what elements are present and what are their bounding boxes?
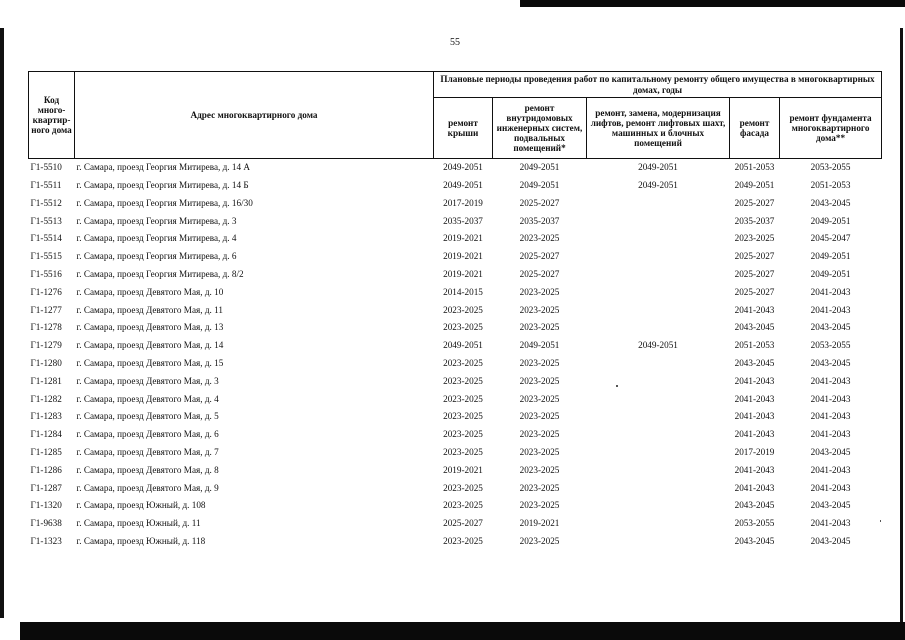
cell-systems: 2023-2025	[519, 411, 560, 422]
cell-address: г. Самара, проезд Южный, д. 118	[76, 536, 206, 547]
cell-systems: 2023-2025	[519, 322, 560, 333]
cell-code: Г1-1282	[30, 393, 62, 404]
cell-roof: 2023-2025	[443, 304, 483, 315]
cell-roof: 2023-2025	[443, 322, 483, 333]
cell-roof: 2023-2025	[443, 429, 483, 440]
cell-roof: 2023-2025	[443, 375, 483, 386]
cell-systems: 2023-2025	[519, 358, 560, 369]
cell-code: Г1-1277	[30, 304, 62, 315]
cell-facade: 2041-2043	[734, 464, 775, 475]
cell-foundation: 2043-2045	[810, 536, 851, 547]
cell-code: Г1-5511	[30, 180, 62, 191]
cell-foundation: 2049-2051	[810, 215, 851, 226]
table-header	[29, 72, 882, 159]
cell-systems: 2025-2027	[519, 251, 560, 262]
header-systems: ремонт внутридомовых инженерных систем, подвальных помещений*	[493, 98, 587, 159]
scan-edge-bottom	[20, 622, 905, 640]
cell-foundation: 2043-2045	[810, 500, 851, 511]
cell-roof: 2023-2025	[443, 358, 483, 369]
scan-edge-top	[520, 0, 905, 7]
cell-systems: 2023-2025	[519, 464, 560, 475]
cell-roof: 2023-2025	[443, 411, 483, 422]
cell-address: г. Самара, проезд Девятого Мая, д. 3	[76, 375, 219, 386]
table-row	[29, 515, 882, 533]
cell-facade: 2041-2043	[734, 304, 775, 315]
cell-facade: 2043-2045	[734, 500, 775, 511]
cell-roof: 2019-2021	[443, 251, 483, 262]
cell-foundation: 2041-2043	[810, 464, 851, 475]
cell-elevators	[587, 462, 730, 480]
cell-elevators	[587, 266, 730, 284]
cell-roof: 2035-2037	[443, 215, 483, 226]
cell-elevators	[587, 319, 730, 337]
table-row	[29, 462, 882, 480]
cell-elevators	[587, 373, 730, 391]
cell-code: Г1-5510	[30, 162, 62, 173]
cell-address: г. Самара, проезд Девятого Мая, д. 10	[76, 286, 224, 297]
cell-foundation: 2041-2043	[810, 482, 851, 493]
table-row	[29, 248, 882, 266]
header-roof: ремонт крыши	[434, 98, 493, 159]
cell-elevators	[587, 515, 730, 533]
cell-systems: 2023-2025	[519, 536, 560, 547]
cell-address: г. Самара, проезд Девятого Мая, д. 13	[76, 322, 224, 333]
cell-systems: 2023-2025	[519, 447, 560, 458]
cell-systems: 2049-2051	[519, 162, 560, 173]
cell-elevators	[587, 426, 730, 444]
cell-facade: 2041-2043	[734, 429, 775, 440]
cell-roof: 2023-2025	[443, 393, 483, 404]
cell-code: Г1-5516	[30, 269, 62, 280]
cell-foundation: 2041-2043	[810, 429, 851, 440]
table-row	[29, 284, 882, 302]
table-row	[29, 373, 882, 391]
cell-address: г. Самара, проезд Южный, д. 11	[76, 518, 201, 529]
cell-elevators	[587, 533, 730, 551]
scan-edge-left	[0, 28, 4, 618]
cell-foundation: 2043-2045	[810, 197, 851, 208]
cell-systems: 2025-2027	[519, 269, 560, 280]
cell-foundation: 2043-2045	[810, 322, 851, 333]
table-row	[29, 355, 882, 373]
cell-address: г. Самара, проезд Георгия Митирева, д. 6	[76, 251, 237, 262]
cell-roof: 2023-2025	[443, 500, 483, 511]
cell-address: г. Самара, проезд Девятого Мая, д. 5	[76, 411, 219, 422]
table-row	[29, 497, 882, 515]
table-row	[29, 195, 882, 213]
cell-facade: 2051-2053	[734, 340, 775, 351]
cell-systems: 2023-2025	[519, 375, 560, 386]
cell-systems: 2019-2021	[519, 518, 560, 529]
cell-foundation: 2043-2045	[810, 358, 851, 369]
cell-roof: 2019-2021	[443, 233, 483, 244]
cell-foundation: 2051-2053	[810, 180, 851, 191]
cell-systems: 2023-2025	[519, 286, 560, 297]
cell-elevators	[587, 408, 730, 426]
table-row	[29, 212, 882, 230]
cell-roof: 2014-2015	[443, 286, 483, 297]
cell-code: Г1-5513	[30, 215, 62, 226]
table-row	[29, 177, 882, 195]
cell-elevators: 2049-2051	[638, 162, 678, 173]
cell-elevators	[587, 444, 730, 462]
cell-address: г. Самара, проезд Девятого Мая, д. 6	[76, 429, 219, 440]
cell-roof: 2049-2051	[443, 340, 483, 351]
cell-address: г. Самара, проезд Девятого Мая, д. 4	[76, 393, 219, 404]
header-foundation: ремонт фундамента многоквартирного дома**	[780, 98, 882, 159]
cell-address: г. Самара, проезд Девятого Мая, д. 11	[76, 304, 223, 315]
cell-elevators	[587, 479, 730, 497]
cell-facade: 2049-2051	[734, 180, 775, 191]
table-row	[29, 266, 882, 284]
table-row	[29, 533, 882, 551]
cell-facade: 2043-2045	[734, 358, 775, 369]
cell-elevators	[587, 301, 730, 319]
cell-elevators	[587, 212, 730, 230]
cell-elevators	[587, 248, 730, 266]
table-row	[29, 444, 882, 462]
cell-address: г. Самара, проезд Георгия Митирева, д. 3	[76, 215, 237, 226]
cell-elevators: 2049-2051	[638, 340, 678, 351]
header-facade: ремонт фасада	[730, 98, 780, 159]
cell-facade: 2041-2043	[734, 411, 775, 422]
header-address: Адрес многоквартирного дома	[75, 72, 434, 159]
cell-facade: 2041-2043	[734, 482, 775, 493]
repair-schedule-table	[28, 71, 882, 551]
cell-foundation: 2041-2043	[810, 393, 851, 404]
page-number: 55	[450, 37, 460, 48]
cell-foundation: 2041-2043	[810, 286, 851, 297]
cell-roof: 2023-2025	[443, 447, 483, 458]
cell-foundation: 2049-2051	[810, 251, 851, 262]
cell-elevators: 2049-2051	[638, 180, 678, 191]
cell-code: Г1-5512	[30, 197, 62, 208]
cell-code: Г1-1285	[30, 447, 62, 458]
cell-systems: 2023-2025	[519, 233, 560, 244]
cell-address: г. Самара, проезд Георгия Митирева, д. 4	[76, 233, 237, 244]
scan-edge-right	[900, 28, 903, 628]
cell-facade: 2053-2055	[734, 518, 775, 529]
cell-foundation: 2053-2055	[810, 162, 851, 173]
header-periods-span: Плановые периоды проведения работ по капитальному ремонту общего имущества в многоквартирных домах, годы	[434, 72, 882, 98]
cell-facade: 2035-2037	[734, 215, 775, 226]
cell-address: г. Самара, проезд Девятого Мая, д. 8	[76, 464, 219, 475]
cell-systems: 2035-2037	[519, 215, 560, 226]
cell-systems: 2023-2025	[519, 304, 560, 315]
cell-systems: 2049-2051	[519, 340, 560, 351]
cell-code: Г1-1284	[30, 429, 62, 440]
cell-code: Г1-1279	[30, 340, 62, 351]
cell-address: г. Самара, проезд Георгия Митирева, д. 14 А	[76, 162, 251, 173]
cell-systems: 2023-2025	[519, 429, 560, 440]
cell-facade: 2043-2045	[734, 322, 775, 333]
cell-code: Г1-9638	[30, 518, 62, 529]
cell-roof: 2025-2027	[443, 518, 483, 529]
cell-elevators	[587, 355, 730, 373]
cell-address: г. Самара, проезд Георгия Митирева, д. 16/30	[76, 197, 253, 208]
table-row	[29, 159, 882, 177]
cell-foundation: 2041-2043	[810, 304, 851, 315]
cell-facade: 2043-2045	[734, 536, 775, 547]
cell-elevators	[587, 497, 730, 515]
cell-address: г. Самара, проезд Южный, д. 108	[76, 500, 206, 511]
cell-systems: 2049-2051	[519, 180, 560, 191]
cell-systems: 2023-2025	[519, 393, 560, 404]
cell-systems: 2023-2025	[519, 482, 560, 493]
cell-code: Г1-1281	[30, 375, 62, 386]
cell-address: г. Самара, проезд Девятого Мая, д. 15	[76, 358, 224, 369]
cell-facade: 2025-2027	[734, 197, 775, 208]
cell-code: Г1-1286	[30, 464, 62, 475]
cell-code: Г1-5514	[30, 233, 62, 244]
cell-elevators	[587, 284, 730, 302]
table-row	[29, 408, 882, 426]
cell-roof: 2049-2051	[443, 162, 483, 173]
header-code: Код много-квартир-ного дома	[29, 72, 75, 159]
cell-foundation: 2053-2055	[810, 340, 851, 351]
table-row	[29, 390, 882, 408]
cell-systems: 2023-2025	[519, 500, 560, 511]
cell-address: г. Самара, проезд Девятого Мая, д. 14	[76, 340, 224, 351]
cell-code: Г1-1323	[30, 536, 62, 547]
table-row	[29, 479, 882, 497]
cell-foundation: 2049-2051	[810, 269, 851, 280]
table-row	[29, 230, 882, 248]
cell-facade: 2023-2025	[734, 233, 775, 244]
cell-elevators	[587, 230, 730, 248]
cell-facade: 2041-2043	[734, 375, 775, 386]
cell-roof: 2023-2025	[443, 536, 483, 547]
cell-foundation: 2041-2043	[810, 375, 851, 386]
cell-facade: 2041-2043	[734, 393, 775, 404]
cell-facade: 2025-2027	[734, 251, 775, 262]
cell-address: г. Самара, проезд Георгия Митирева, д. 8/2	[76, 269, 244, 280]
cell-code: Г1-5515	[30, 251, 62, 262]
cell-address: г. Самара, проезд Георгия Митирева, д. 14 Б	[76, 180, 249, 191]
table-row	[29, 301, 882, 319]
cell-foundation: 2043-2045	[810, 447, 851, 458]
table-row	[29, 337, 882, 355]
cell-code: Г1-1320	[30, 500, 62, 511]
cell-elevators	[587, 195, 730, 213]
cell-facade: 2017-2019	[734, 447, 775, 458]
cell-code: Г1-1287	[30, 482, 62, 493]
table-row	[29, 426, 882, 444]
cell-elevators	[587, 390, 730, 408]
cell-roof: 2019-2021	[443, 269, 483, 280]
cell-code: Г1-1280	[30, 358, 62, 369]
cell-roof: 2019-2021	[443, 464, 483, 475]
cell-systems: 2025-2027	[519, 197, 560, 208]
cell-roof: 2049-2051	[443, 180, 483, 191]
table-body	[29, 159, 882, 551]
cell-roof: 2023-2025	[443, 482, 483, 493]
header-elevators: ремонт, замена, модернизация лифтов, ремонт лифтовых шахт, машинных и блочных помещений	[587, 98, 730, 159]
cell-address: г. Самара, проезд Девятого Мая, д. 7	[76, 447, 219, 458]
cell-facade: 2025-2027	[734, 286, 775, 297]
cell-code: Г1-1276	[30, 286, 62, 297]
cell-roof: 2017-2019	[443, 197, 483, 208]
cell-code: Г1-1278	[30, 322, 62, 333]
cell-foundation: 2045-2047	[810, 233, 851, 244]
cell-foundation: 2041-2043	[810, 518, 851, 529]
table-row	[29, 319, 882, 337]
cell-address: г. Самара, проезд Девятого Мая, д. 9	[76, 482, 219, 493]
cell-facade: 2025-2027	[734, 269, 775, 280]
cell-facade: 2051-2053	[734, 162, 775, 173]
cell-code: Г1-1283	[30, 411, 62, 422]
cell-foundation: 2041-2043	[810, 411, 851, 422]
